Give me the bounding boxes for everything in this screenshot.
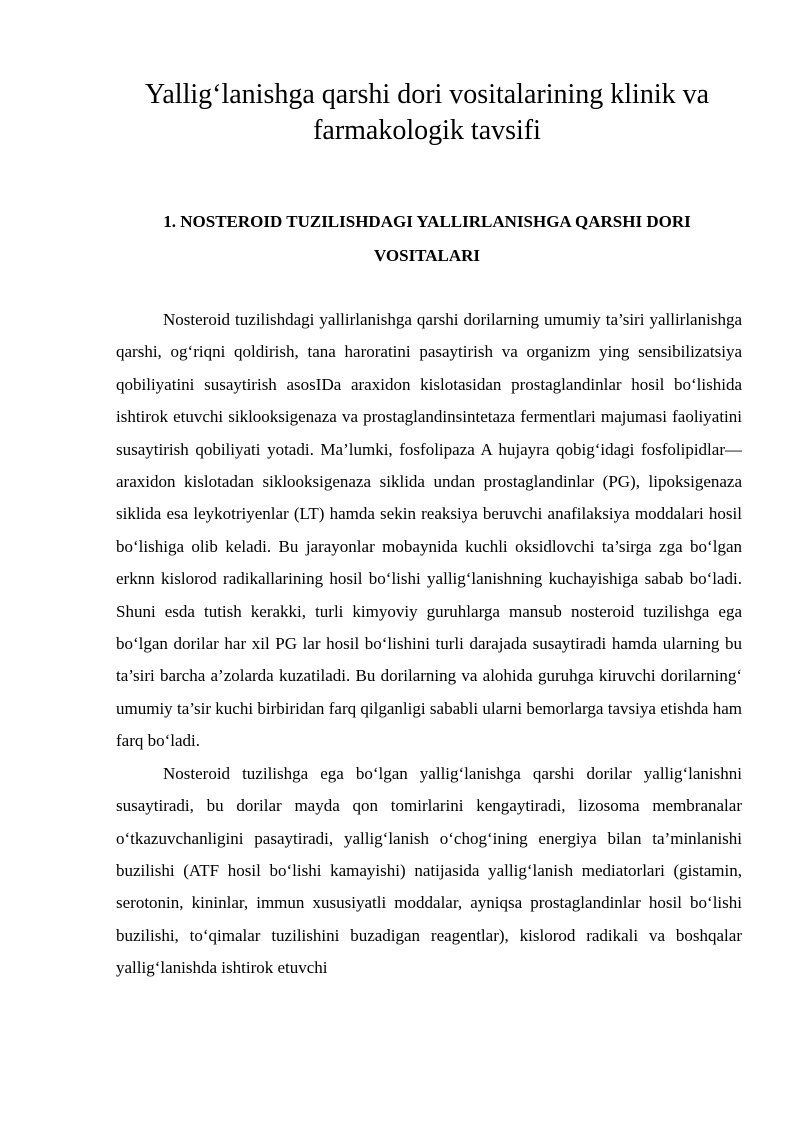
document-title: Yallig‘lanishga qarshi dori vositalarining klinik va farmakologik tavsifi [144, 79, 710, 146]
body-text [116, 304, 742, 985]
paragraph-2: Nosteroid tuzilishga ega bo‘lgan yallig‘lanishga qarshi dorilar yallig‘lanishni susaytiradi, bu dorilar mayda qon tomirlarini kengaytiradi, lizosoma membranalar o‘tkazuvchanligini pasaytiradi, yallig‘lanish o‘chog‘ining energiya bilan ta’minlanishi buzilishi (ATF hosil bo‘lishi kamayishi) natijasida yallig‘lanish mediatorlari (gistamin, serotonin, kininlar, immun xususiyatli moddalar, ayniqsa prostaglandinlar hosil bo‘lishi buzilishi, to‘qimalar tuzilishini buzadigan reagentlar), kislorod radikali va boshqalar yallig‘lanishda ishtirok etuvchi [116, 763, 742, 978]
section-heading: 1. NOSTEROID TUZILISHDAGI YALLIRLANISHGA QARSHI DORI VOSITALARI [163, 212, 691, 265]
paragraph-1: Nosteroid tuzilishdagi yallirlanishga qarshi dorilarning umumiy ta’siri yallirlanishga qarshi, og‘riqni qoldirish, tana haroratini pasaytirish va organizm ying sensibilizatsiya qobiliyatini susaytirish asosIDa araxidon kislotasidan prostaglandinlar hosil bo‘lishida ishtirok etuvchi siklooksigenaza va prostaglandinsintetaza fermentlari majumasi faoliyatini susaytirish qobiliyati yotadi. Ma’lumki, fosfolipaza A hujayra qobig‘idagi fosfolipidlar—araxidon kislotadan siklooksigenaza siklida undan prostaglandinlar (PG), lipoksigenaza siklida esa leykotriyenlar (LT) hamda sekin reaksiya beruvchi anafilaksiya moddalari hosil bo‘lishiga olib keladi. Bu jarayonlar mobaynida kuchli oksidlovchi ta’sirga zga bo‘lgan erknn kislorod radikallarining hosil bo‘lishi yallig‘lanishning kuchayishiga sabab bo‘ladi. Shuni esda tutish kerakki, turli kimyoviy guruhlarga mansub nosteroid tuzilishga ega bo‘lgan dorilar har xil PG lar hosil bo‘lishini turli darajada susaytiradi hamda ularning bu ta’siri barcha a’zolarda kuzatiladi. Bu dorilarning va alohida guruhga kiruvchi dorilarning‘ umumiy ta’sir kuchi birbiridan farq qilganligi sababli ularni bemorlarga tavsiya etishda ham farq bo‘ladi. [116, 310, 742, 751]
